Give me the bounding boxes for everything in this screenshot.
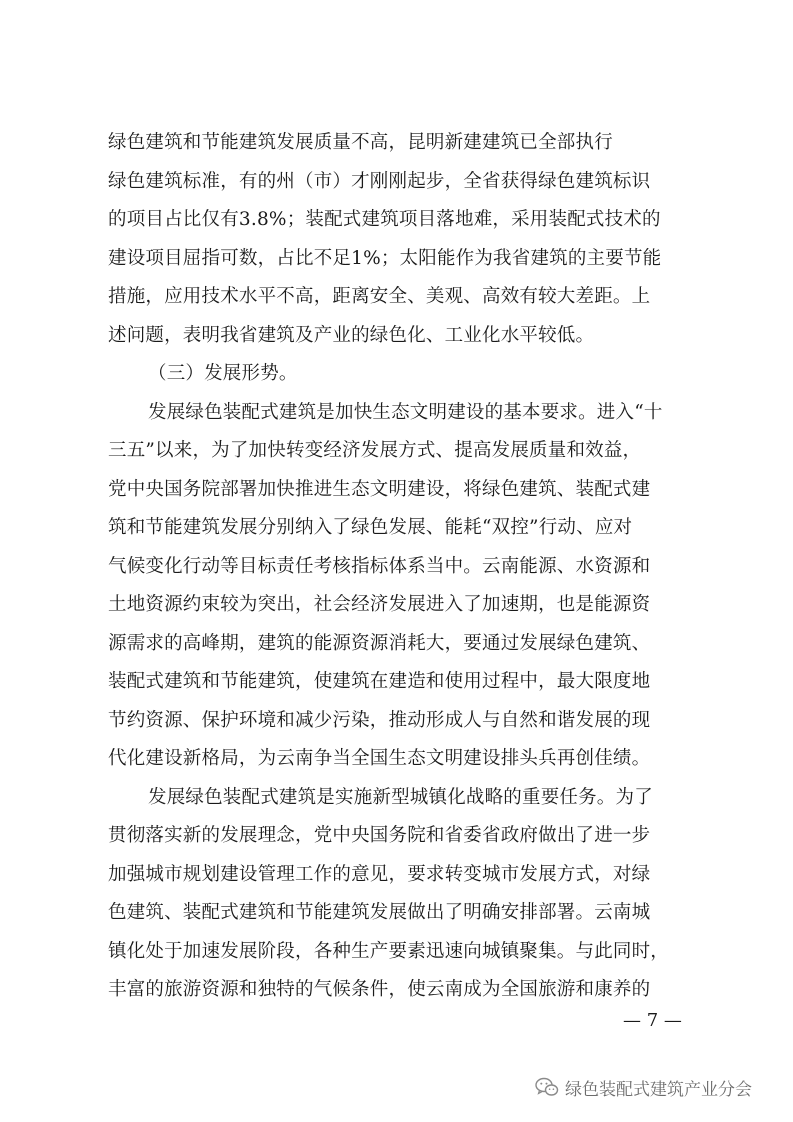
text-line: 党中央国务院部署加快推进生态文明建设，将绿色建筑、装配式建 <box>108 478 651 500</box>
text-line: 述问题，表明我省建筑及产业的绿色化、工业化水平较低。 <box>108 324 595 346</box>
text-line: 源需求的高峰期，建筑的能源资源消耗大，要通过发展绿色建筑、 <box>108 632 651 654</box>
text-line: 丰富的旅游资源和独特的气候条件，使云南成为全国旅游和康养的 <box>108 979 651 1000</box>
text-line: 三五”以来，为了加快转变经济发展方式、提高发展质量和效益， <box>108 440 642 461</box>
text-line: 镇化处于加速发展阶段，各种生产要素迅速向城镇聚集。与此同时， <box>108 940 670 962</box>
text-line: 气候变化行动等目标责任考核指标体系当中。云南能源、水资源和 <box>108 555 651 577</box>
text-line: 措施，应用技术水平不高，距离安全、美观、高效有较大差距。上 <box>108 286 651 307</box>
text-line: 建设项目屈指可数，占比不足1%；太阳能作为我省建筑的主要节能 <box>108 247 662 269</box>
text-line: 发展绿色装配式建筑是实施新型城镇化战略的重要任务。为了 <box>148 786 653 808</box>
document-body <box>108 124 690 1010</box>
text-line: 的项目占比仅有3.8%；装配式建筑项目落地难，采用装配式技术的 <box>108 209 661 230</box>
text-line: 绿色建筑标准，有的州（市）才刚刚起步，全省获得绿色建筑标识 <box>108 170 651 192</box>
text-line: 土地资源约束较为突出，社会经济发展进入了加速期，也是能源资 <box>108 594 651 615</box>
paragraph <box>108 124 690 355</box>
section-heading <box>108 355 690 394</box>
watermark <box>535 1072 752 1102</box>
text-line: 装配式建筑和节能建筑，使建筑在建造和使用过程中，最大限度地 <box>108 671 651 692</box>
section-heading-text: （三）发展形势。 <box>148 363 298 384</box>
text-line: 代化建设新格局，为云南争当全国生态文明建设排头兵再创佳绩。 <box>108 748 651 769</box>
text-line: 加强城市规划建设管理工作的意见，要求转变城市发展方式，对绿 <box>108 863 651 885</box>
text-line: 贯彻落实新的发展理念，党中央国务院和省委省政府做出了进一步 <box>108 825 651 846</box>
text-line: 色建筑、装配式建筑和节能建筑发展做出了明确安排部署。云南城 <box>108 902 651 923</box>
text-line: 发展绿色装配式建筑是加快生态文明建设的基本要求。进入“十 <box>148 401 663 423</box>
wechat-icon <box>535 1076 559 1098</box>
text-line: 绿色建筑和节能建筑发展质量不高，昆明新建建筑已全部执行 <box>108 132 613 153</box>
page-number: — 7 — <box>623 1010 682 1031</box>
watermark-text: 绿色装配式建筑产业分会 <box>565 1079 752 1100</box>
paragraph <box>108 779 690 1010</box>
text-line: 筑和节能建筑发展分别纳入了绿色发展、能耗“双控”行动、应对 <box>108 517 633 538</box>
text-line: 节约资源、保护环境和减少污染，推动形成人与自然和谐发展的现 <box>108 709 651 731</box>
paragraph <box>108 394 690 779</box>
